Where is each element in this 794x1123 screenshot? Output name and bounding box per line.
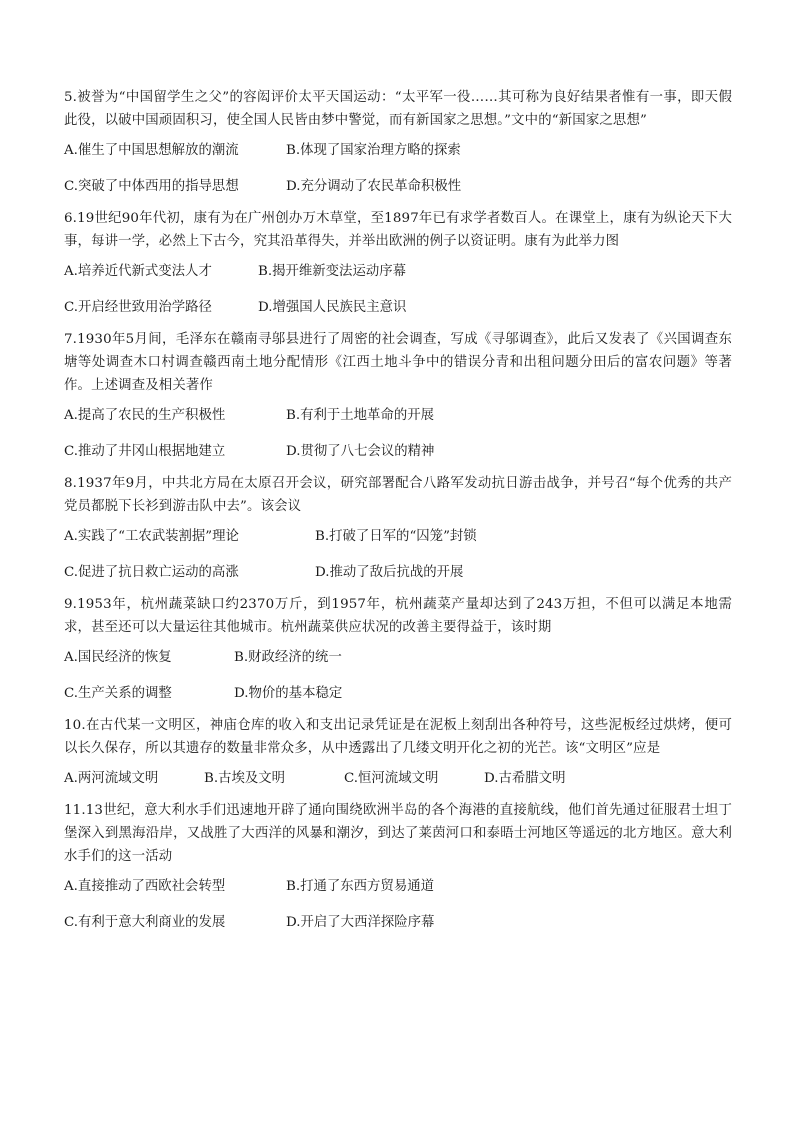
option-d[interactable]: D.贯彻了八七会议的精神 bbox=[286, 444, 435, 459]
question-stem: 8.1937年9月，中共北方局在太原召开会议，研究部署配合八路军发动抗日游击战争，并号召“每个优秀的共产党员都脱下长衫到游击队中去”。该会议 bbox=[64, 476, 732, 514]
option-row bbox=[64, 296, 732, 319]
option-b[interactable]: B.揭开维新变法运动序幕 bbox=[258, 264, 407, 279]
option-a[interactable]: A.两河流域文明 bbox=[64, 771, 159, 786]
option-b[interactable]: B.打通了东西方贸易通道 bbox=[286, 879, 435, 894]
question-9 bbox=[64, 593, 732, 705]
option-row bbox=[64, 682, 732, 705]
option-d[interactable]: D.推动了敌后抗战的开展 bbox=[315, 565, 464, 580]
option-a[interactable]: A.提高了农民的生产积极性 bbox=[64, 408, 226, 423]
question-stem: 10.在古代某一文明区，神庙仓库的收入和支出记录凭证是在泥板上刻刮出各种符号，这些泥板经过烘烤，便可以长久保存，所以其遗存的数量非常众多，从中透露出了几缕文明开化之初的光芒。该“文明区”应是 bbox=[64, 718, 732, 756]
question-stem: 7.1930年5月间，毛泽东在赣南寻邬县进行了周密的社会调查，写成《寻邬调查》，此后又发表了《兴国调查东塘等处调查木口村调查赣西南土地分配情形《江西土地斗争中的错误分青和出租问题分田后的富农问题》等著作。上述调查及相关著作 bbox=[64, 332, 732, 393]
option-b[interactable]: B.财政经济的统一 bbox=[234, 650, 342, 665]
option-a[interactable]: A.催生了中国思想解放的潮流 bbox=[64, 143, 239, 158]
question-11 bbox=[64, 799, 732, 934]
option-d[interactable]: D.物价的基本稳定 bbox=[234, 686, 343, 701]
option-c[interactable]: C.推动了井冈山根据地建立 bbox=[64, 444, 226, 459]
option-d[interactable]: D.充分调动了农民革命积极性 bbox=[286, 179, 462, 194]
option-row bbox=[64, 175, 732, 198]
option-a[interactable]: A.国民经济的恢复 bbox=[64, 650, 172, 665]
question-10 bbox=[64, 714, 732, 790]
option-row bbox=[64, 561, 732, 584]
question-stem: 9.1953年，杭州蔬菜缺口约2370万斤，到1957年，杭州蔬菜产量却达到了243万担，不但可以满足本地需求，甚至还可以大量运往其他城市。杭州蔬菜供应状况的改善主要得益于，该时期 bbox=[64, 597, 732, 635]
option-a[interactable]: A.培养近代新式变法人才 bbox=[64, 264, 212, 279]
option-row bbox=[64, 767, 732, 790]
question-6 bbox=[64, 207, 732, 319]
option-c[interactable]: C.突破了中体西用的指导思想 bbox=[64, 179, 239, 194]
option-row bbox=[64, 139, 732, 162]
option-row bbox=[64, 404, 732, 427]
option-row bbox=[64, 646, 732, 669]
option-b[interactable]: B.古埃及文明 bbox=[204, 771, 286, 786]
option-row bbox=[64, 875, 732, 898]
question-stem: 11.13世纪，意大利水手们迅速地开辟了通向围绕欧洲半岛的各个海港的直接航线，他们首先通过征服君士坦丁堡深入到黑海沿岸，又战胜了大西洋的风暴和潮汐，到达了莱茵河口和泰晤士河地区等遥远的北方地区。意大利水手们的这一活动 bbox=[64, 803, 732, 864]
question-stem: 6.19世纪90年代初，康有为在广州创办万木草堂，至1897年已有求学者数百人。在课堂上，康有为纵论天下大事，每讲一学，必然上下古今，究其沿革得失，并举出欧洲的例子以资证明。康有为此举力图 bbox=[64, 211, 732, 249]
option-c[interactable]: C.有利于意大利商业的发展 bbox=[64, 915, 226, 930]
option-row bbox=[64, 440, 732, 463]
option-b[interactable]: B.打破了日军的“囚笼”封锁 bbox=[315, 529, 477, 544]
option-c[interactable]: C.生产关系的调整 bbox=[64, 686, 172, 701]
option-c[interactable]: C.开启经世致用治学路径 bbox=[64, 300, 212, 315]
option-c[interactable]: C.恒河流域文明 bbox=[344, 771, 439, 786]
option-a[interactable]: A.实践了“工农武装割据”理论 bbox=[64, 529, 239, 544]
option-a[interactable]: A.直接推动了西欧社会转型 bbox=[64, 879, 226, 894]
option-d[interactable]: D.开启了大西洋探险序幕 bbox=[286, 915, 435, 930]
question-5 bbox=[64, 86, 732, 198]
question-8 bbox=[64, 472, 732, 584]
option-b[interactable]: B.有利于土地革命的开展 bbox=[286, 408, 435, 423]
option-b[interactable]: B.体现了国家治理方略的探索 bbox=[286, 143, 461, 158]
question-stem: 5.被誉为“中国留学生之父”的容闳评价太平天国运动：“太平军一役……其可称为良好结果者惟有一事，即天假此役，以破中国顽固积习，使全国人民皆由梦中警觉，而有新国家之思想。”文中的“新国家之思想” bbox=[64, 90, 732, 128]
option-row bbox=[64, 911, 732, 934]
option-d[interactable]: D.古希腊文明 bbox=[484, 771, 566, 786]
option-row bbox=[64, 525, 732, 548]
option-row bbox=[64, 260, 732, 283]
exam-page bbox=[64, 86, 732, 943]
option-d[interactable]: D.增强国人民族民主意识 bbox=[258, 300, 407, 315]
question-7 bbox=[64, 328, 732, 463]
option-c[interactable]: C.促进了抗日救亡运动的高涨 bbox=[64, 565, 239, 580]
